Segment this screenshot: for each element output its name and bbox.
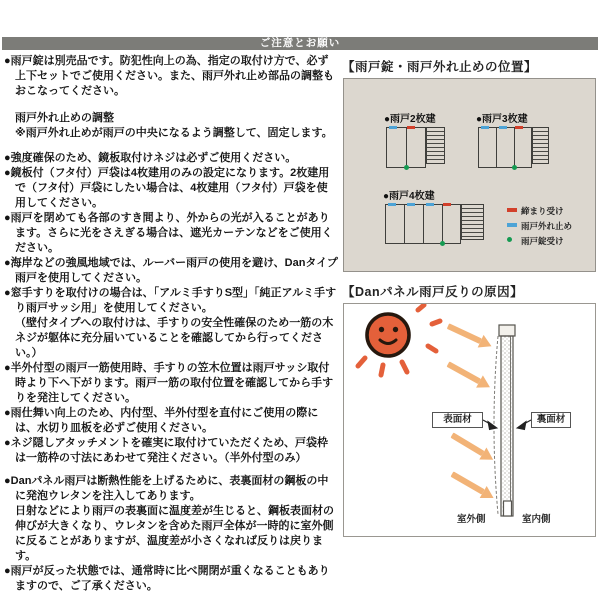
panel-divider: [442, 204, 443, 244]
note-item: ●雨仕舞い向上のため、内付型、半外付型を直付にご使用の際には、水切り皿板を必ずご使用ください。: [4, 407, 319, 434]
note-item: ●ネジ隠しアタッチメントを確実に取付けていただくため、戸袋枠は一筋枠の寸法にあわせて発注ください。（半外付型のみ）: [4, 437, 328, 464]
section-title-lock-position: 【雨戸錠・雨戸外れ止めの位置】: [342, 60, 538, 74]
note-item: ●半外付型の雨戸一筋使用時、手すりの笠木位置は雨戸サッシ取付時より下へ下がります。雨戸一筋の取付位置を確認してから手すりを発注してください。: [4, 362, 334, 404]
latch-receiver-mark: [515, 126, 523, 129]
latch-receiver-mark: [407, 126, 415, 129]
warp-bow-line: [494, 336, 498, 514]
legend-label: 雨戸錠受け: [521, 236, 564, 246]
stopper-mark: [389, 126, 397, 129]
note-item: ※雨戸外れ止めが雨戸の中央になるよう調整して、固定します。: [15, 127, 333, 139]
indoor-side-label: 室内側: [522, 514, 551, 525]
legend-dash-marker: [507, 223, 517, 227]
legend-dot-marker: [507, 237, 512, 242]
note-item: ●海岸などの強風地域では、ルーバー雨戸の使用を避け、Danタイプ雨戸を使用してください。: [4, 257, 338, 284]
note-item: ●強度確保のため、鏡板取付けネジは必ずご使用ください。: [4, 152, 297, 164]
shutter-diagram-label: ●雨戸4枚建: [383, 191, 435, 202]
note-item: ●鏡板付（フタ付）戸袋は4枚建用のみの設定になります。2枚建用で（フタ付）戸袋にしたい場合は、4枚建用（フタ付）戸袋を使用してください。: [4, 167, 330, 209]
stopper-mark: [388, 203, 396, 206]
panel-divider: [423, 204, 424, 244]
lock-receiver-mark: [512, 165, 517, 170]
shutter-diagram-label: ●雨戸3枚建: [476, 114, 528, 125]
panel-divider: [404, 204, 405, 244]
shutter-case-hatch: [461, 204, 484, 240]
lock-position-diagram-panel: [343, 78, 596, 272]
panel-divider: [496, 127, 497, 168]
legend-dash-marker: [507, 208, 517, 212]
shutter-case-hatch: [426, 127, 445, 164]
note-item: ●雨戸錠は別売品です。防犯性向上の為、指定の取付け方で、必ず上下セットでご使用ください。また、雨戸外れ止め部品の調整もおこなってください。: [4, 55, 334, 97]
note-item: ●窓手すりを取付けの場合は、「アルミ手すりS型」「純正アルミ手すり雨戸サッシ用」を使用してください。: [4, 287, 337, 314]
shutter-panel-section: [494, 325, 515, 516]
lock-receiver-mark: [404, 165, 409, 170]
notice-header-title: ご注意とお願い: [259, 37, 341, 49]
note-item: 雨戸外れ止めの調整: [15, 112, 114, 124]
section-title-warp-cause: 【Danパネル雨戸反りの原因】: [342, 285, 524, 299]
shutter-panels-outline: [478, 127, 532, 168]
panel-divider: [514, 127, 515, 168]
note-item: （壁付タイプへの取付けは、手すりの安全性確保のため一筋の木ネジが躯体に充分届いていることを確認してから行ってください。）: [15, 317, 334, 359]
stopper-mark: [407, 203, 415, 206]
legend-label: 雨戸外れ止め: [521, 221, 573, 231]
outdoor-side-label: 室外側: [457, 514, 486, 525]
notes-column: [4, 54, 338, 594]
lock-receiver-mark: [440, 241, 445, 246]
stopper-mark: [426, 203, 434, 206]
stopper-mark: [499, 126, 507, 129]
shutter-diagram-label: ●雨戸2枚建: [384, 114, 436, 125]
note-item: ●雨戸を閉めても各部のすき間より、外からの光が入ることがあります。さらに光をさえぎる場合は、遮光カーテンなどをご使用ください。: [4, 212, 333, 254]
stopper-mark: [481, 126, 489, 129]
latch-receiver-mark: [443, 203, 451, 206]
notice-header-bar: [2, 37, 598, 50]
legend-item: [507, 235, 564, 245]
shutter-case-hatch: [532, 127, 549, 164]
front-material-label: 表面材: [432, 412, 483, 428]
warp-cause-diagram-panel: [343, 303, 596, 537]
note-item: ●Danパネル雨戸は断熱性能を上げるために、表裏面材の鋼板の中に発泡ウレタンを注入してあります。: [4, 475, 329, 502]
legend-label: 締まり受け: [521, 206, 564, 216]
panel-divider: [406, 127, 407, 168]
note-item: ●雨戸が反った状態では、通常時に比べ開閉が重くなることもありますので、ご了承ください。: [4, 565, 330, 592]
note-item: 日射などにより雨戸の表裏面に温度差が生じると、鋼板表面材の伸びが大きくなり、ウレタンを含めた雨戸全体が一時的に室外側に反ることがありますが、温度差が小さくなれば反りは戻ります。: [15, 505, 334, 562]
sun-icon: [358, 305, 440, 375]
back-material-label: 裏面材: [531, 412, 571, 428]
legend-item: [507, 205, 564, 215]
legend-item: [507, 220, 572, 230]
